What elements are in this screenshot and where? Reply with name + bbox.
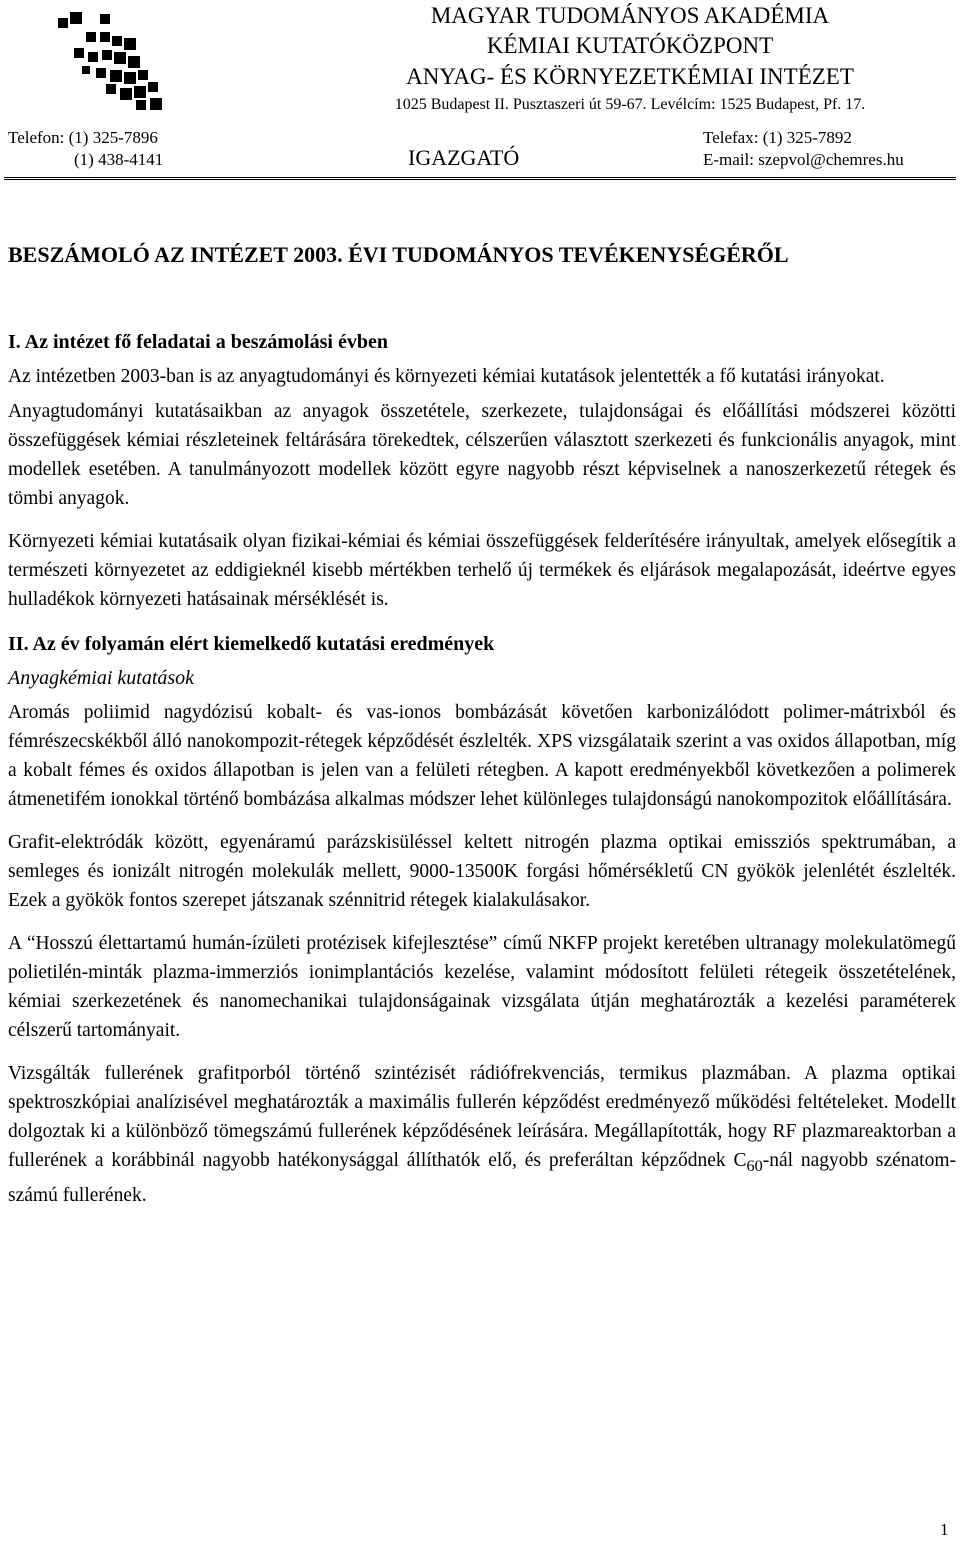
fullerene-subscript: 60 (746, 1156, 763, 1175)
section-1-paragraph: Anyagtudományi kutatásaikban az anyagok összetétele, szerkezete, tulajdonságai és előállítási módszerei közötti összefüggések kémiai részleteinek feltárására törekedtek, célszerűen választott szerkezeti és funkcionális anyagok, mint modellek esetében. A tanulmányozott modellek között egyre nagyobb részt képviselnek a nanoszerkezetű rétegek és tömbi anyagok. (8, 401, 956, 509)
section-1-paragraph: Környezeti kémiai kutatásaik olyan fizikai-kémiai és kémiai összefüggések felderítésére irányultak, amelyek elősegítik a természeti környezetet az eddigieknél kisebb mértékben terhelő új termékek és eljárások megalapozását, ideértve egyes hulladékok környezeti hatásainak mérséklését is. (8, 531, 956, 610)
report-title: BESZÁMOLÓ AZ INTÉZET 2003. ÉVI TUDOMÁNYOS TEVÉKENYSÉGÉRŐL (8, 242, 789, 267)
section-2-paragraph (8, 1059, 956, 1210)
department-label: IGAZGATÓ (408, 145, 520, 170)
org-name-academy: MAGYAR TUDOMÁNYOS AKADÉMIA (430, 3, 830, 28)
org-name-institute: ANYAG- ÉS KÖRNYEZETKÉMIAI INTÉZET (406, 64, 854, 89)
fullerene-text-end: -nál nagyobb szénatom-számú fullerének. (8, 1150, 957, 1206)
fax-number: Telefax: (1) 325-7892 (703, 128, 852, 147)
section-1-heading: I. Az intézet fő feladatai a beszámolási évben (8, 331, 388, 353)
letterhead-divider (4, 177, 956, 180)
section-2-paragraph: Aromás poliimid nagydózisú kobalt- és vas-ionos bombázását követően karbonizálódott polimer-mátrixból és fémrészecskékből álló nanokompozit-rétegek képződését észlelték. XPS vizsgálataik szerint a vas oxidos állapotban, míg a kobalt fémes és oxidos állapotban is jelen van a felületi rétegben. A kapott eredményekből következően a polimerek átmenetifém ionokkal történő bombázása alkalmas módszer lehet különleges tulajdonságú nanokompozitok előállítására. (8, 702, 956, 810)
email-address: E-mail: szepvol@chemres.hu (703, 150, 904, 169)
section-1-paragraph: Az intézetben 2003-ban is az anyagtudományi és környezeti kémiai kutatások jelentették a fő kutatási irányokat. (8, 366, 885, 387)
org-name-center: KÉMIAI KUTATÓKÖZPONT (486, 33, 774, 58)
institute-logo (56, 12, 166, 112)
phone-secondary: (1) 438-4141 (74, 150, 164, 169)
section-2-paragraph: A “Hosszú élettartamú humán-ízületi protézisek kifejlesztése” című NKFP projekt keretében ultranagy molekulatömegű polietilén-minták plazma-immerziós ionimplantációs kezelése, valamint módosított felületi rétegeik összetételének, kémiai szerkezetének és nanomechanikai tulajdonságainak vizsgálata útján meghatározták a kezelési paraméterek célszerű tartományait. (8, 933, 956, 1041)
section-2-paragraph: Grafit-elektródák között, egyenáramú parázskisüléssel keltett nitrogén plazma optikai emissziós spektrumában, a semleges és ionizált nitrogén molekulák mellett, 9000-13500K forgási hőmérsékletű CN gyökök jelenlétét észlelték. Ezek a gyökök fontos szerepet játszanak szénnitrid rétegek kialakulásakor. (8, 832, 956, 911)
report-body (8, 328, 956, 1210)
org-address: 1025 Budapest II. Pusztaszeri út 59-67. Levélcím: 1525 Budapest, Pf. 17. (394, 96, 866, 113)
phone-primary: Telefon: (1) 325-7896 (8, 128, 158, 147)
fullerene-text-start: Vizsgálták fullerének grafitporból történő szintézisét rádiófrekvenciás, termikus plazmában. A plazma optikai spektroszkópiai analízisével meghatározták a maximális fullerén képződést eredményező működési feltételeket. Modellt dolgoztak ki a különböző tömegszámú fullerének képződésének leírására. Megállapították, hogy RF plazmareaktorban a fullerének a korábbinál nagyobb hatékonysággal állíthatók elő, és preferáltan képződnek C (8, 1063, 956, 1171)
page-number: 1 (940, 1520, 949, 1539)
section-2-subheading: Anyagkémiai kutatások (8, 667, 195, 689)
section-2-heading: II. Az év folyamán elért kiemelkedő kutatási eredmények (8, 633, 495, 655)
